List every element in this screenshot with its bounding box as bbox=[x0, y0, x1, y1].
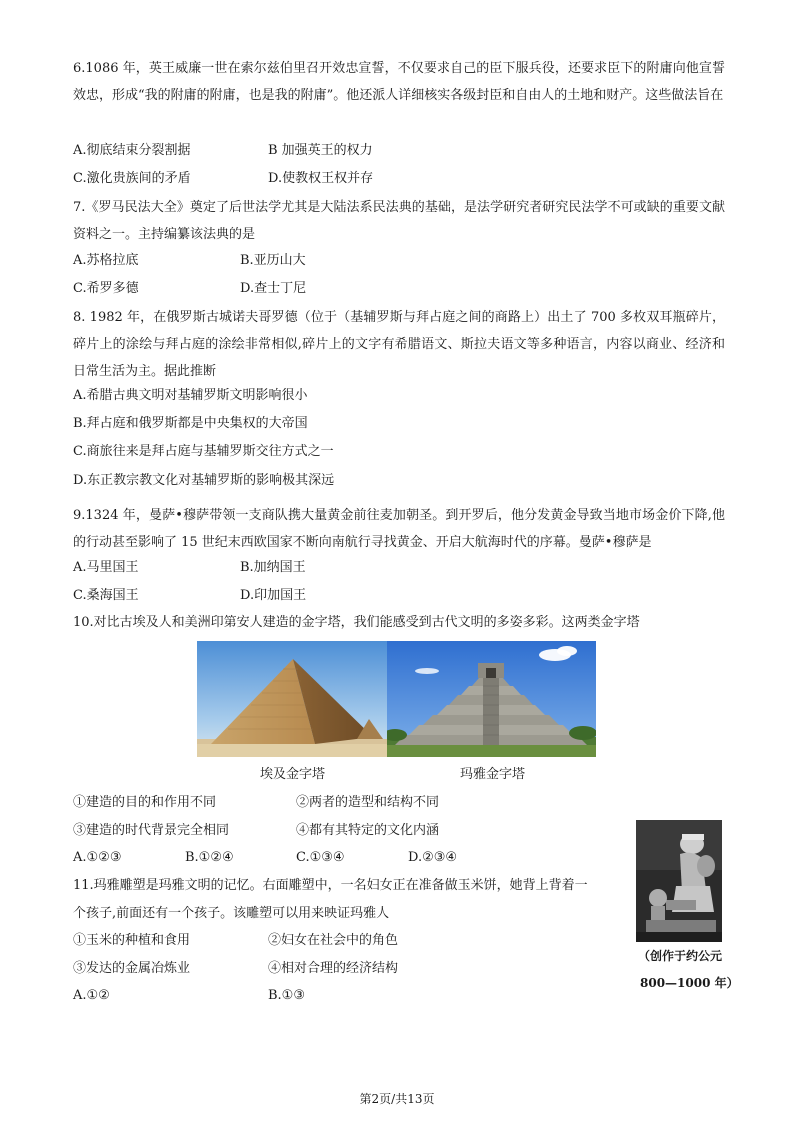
q9-option-a: A.马里国王 bbox=[73, 560, 139, 575]
q7-option-c: C.希罗多德 bbox=[73, 281, 139, 296]
q11-statement-2: ②妇女在社会中的角色 bbox=[268, 933, 399, 948]
q10-statement-4: ④都有其特定的文化内涵 bbox=[296, 823, 440, 838]
q11-statement-3: ③发达的金属冶炼业 bbox=[73, 961, 191, 976]
q6-option-a: A.彻底结束分裂割据 bbox=[73, 143, 191, 158]
q11-statement-1: ①玉米的种植和食用 bbox=[73, 933, 191, 948]
q7-option-a: A.苏格拉底 bbox=[73, 253, 139, 268]
egyptian-pyramid-image bbox=[197, 641, 387, 757]
q9-option-c: C.桑海国王 bbox=[73, 588, 139, 603]
egyptian-pyramid-illustration bbox=[197, 641, 387, 757]
q11-stem-line1: 11.玛雅雕塑是玛雅文明的记忆。右面雕塑中，一名妇女正在准备做玉米饼，她背上背着一 bbox=[73, 878, 588, 893]
sculpture-caption-line2: 800—1000 年） bbox=[640, 976, 739, 990]
maya-pyramid-illustration bbox=[387, 641, 596, 757]
q6-option-c: C.激化贵族间的矛盾 bbox=[73, 171, 191, 186]
q10-option-c: C.①③④ bbox=[296, 850, 345, 865]
q7-option-d: D.查士丁尼 bbox=[240, 281, 307, 296]
q9-option-b: B.加纳国王 bbox=[240, 560, 306, 575]
q11-option-b: B.①③ bbox=[268, 988, 305, 1003]
q6-option-b: B 加强英王的权力 bbox=[268, 143, 373, 158]
q11-statement-4: ④相对合理的经济结构 bbox=[268, 961, 399, 976]
q10-option-a: A.①②③ bbox=[73, 850, 122, 865]
q11-stem-line2: 个孩子,前面还有一个孩子。该雕塑可以用来映证玛雅人 bbox=[73, 906, 390, 921]
q10-option-b: B.①②④ bbox=[185, 850, 234, 865]
q6-option-d: D.使教权王权并存 bbox=[268, 171, 374, 186]
q10-statement-1: ①建造的目的和作用不同 bbox=[73, 795, 217, 810]
q10-statement-2: ②两者的造型和结构不同 bbox=[296, 795, 440, 810]
page-footer: 第2页/共13页 bbox=[359, 1092, 435, 1106]
q8-option-c: C.商旅往来是拜占庭与基辅罗斯交往方式之一 bbox=[73, 444, 334, 459]
q10-stem: 10.对比古埃及人和美洲印第安人建造的金字塔，我们能感受到古代文明的多姿多彩。这两类金字塔 bbox=[73, 615, 640, 630]
maya-pyramid-caption: 玛雅金字塔 bbox=[460, 767, 526, 782]
q7-option-b: B.亚历山大 bbox=[240, 253, 306, 268]
maya-sculpture-image bbox=[636, 820, 722, 942]
q9-option-d: D.印加国王 bbox=[240, 588, 307, 603]
q8-stem: 8. 1982 年，在俄罗斯古城诺夫哥罗德（位于（基辅罗斯与拜占庭之间的商路上）出土了 700 多枚双耳瓶碎片，碎片上的涂绘与拜占庭的涂绘非常相似,碎片上的文字有希腊语文、斯拉夫语文等多种语言，内容以商业、经济和日常生活为主。据此推断 bbox=[73, 310, 725, 379]
sculpture-caption-line1: （创作于约公元 bbox=[638, 949, 723, 963]
q9-stem: 9.1324 年，曼萨•穆萨带领一支商队携大量黄金前往麦加朝圣。到开罗后，他分发黄金导致当地市场金价下降,他的行动甚至影响了 15 世纪末西欧国家不断向南航行寻找黄金、开启大航海时代的序幕。曼萨•穆萨是 bbox=[73, 508, 725, 550]
q6-stem: 6.1086 年，英王威廉一世在索尔兹伯里召开效忠宣誓，不仅要求自己的臣下服兵役，还要求臣下的附庸向他宣誓效忠，形成“我的附庸的附庸，也是我的附庸”。他还派人详细核实各级封臣和自由人的土地和财产。这些做法旨在 bbox=[73, 61, 725, 103]
q8-option-d: D.东正教宗教文化对基辅罗斯的影响极其深远 bbox=[73, 473, 335, 488]
q8-option-a: A.希腊古典文明对基辅罗斯文明影响很小 bbox=[73, 388, 308, 403]
q10-statement-3: ③建造的时代背景完全相同 bbox=[73, 823, 230, 838]
q7-stem: 7.《罗马民法大全》奠定了后世法学尤其是大陆法系民法典的基础，是法学研究者研究民法学不可或缺的重要文献资料之一。主持编纂该法典的是 bbox=[73, 200, 725, 242]
q10-option-d: D.②③④ bbox=[408, 850, 458, 865]
q8-option-b: B.拜占庭和俄罗斯都是中央集权的大帝国 bbox=[73, 416, 308, 431]
egyptian-pyramid-caption: 埃及金字塔 bbox=[260, 767, 326, 782]
q11-option-a: A.①② bbox=[73, 988, 110, 1003]
maya-sculpture-illustration bbox=[636, 820, 722, 942]
maya-pyramid-image bbox=[387, 641, 596, 757]
